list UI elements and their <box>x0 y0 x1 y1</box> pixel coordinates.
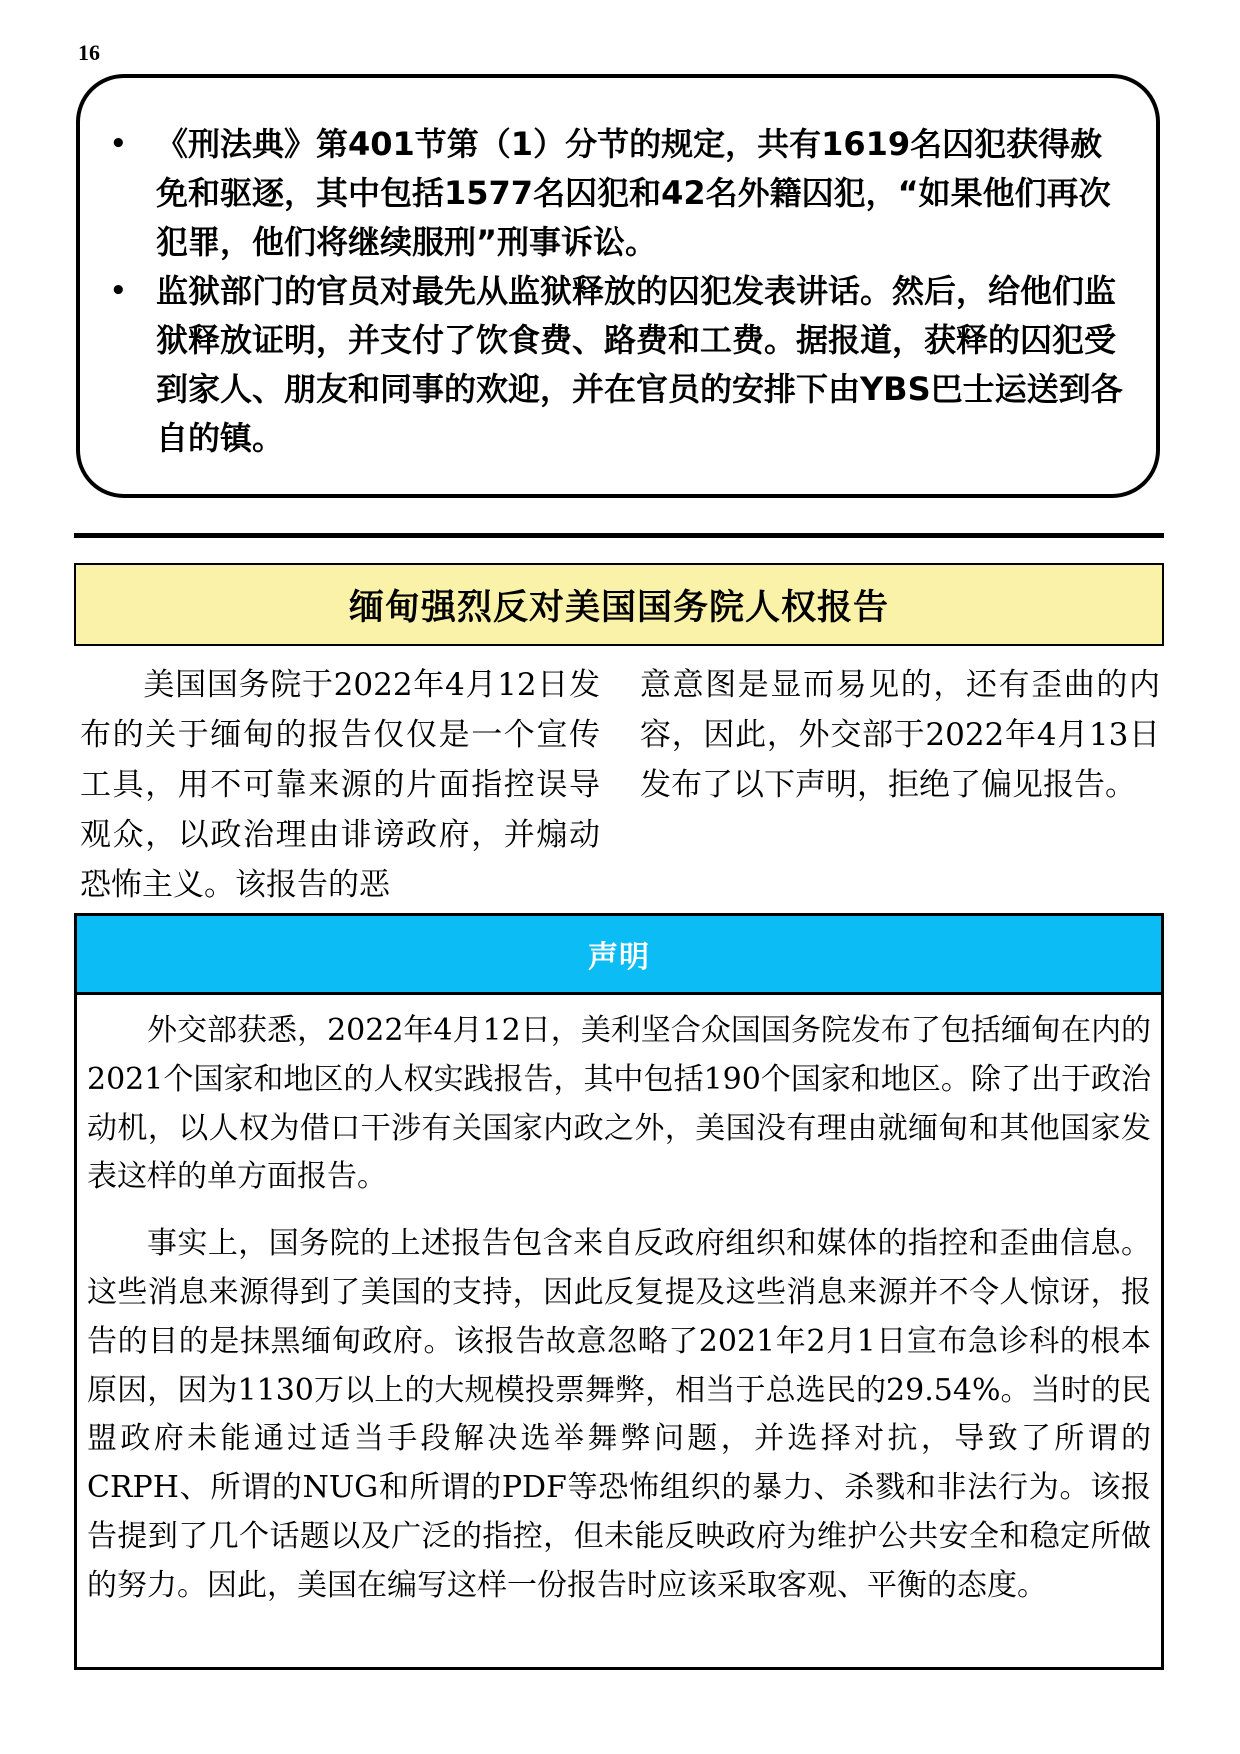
article-headline: 缅甸强烈反对美国国务院人权报告 <box>74 563 1164 646</box>
statement-paragraph: 外交部获悉，2022年4月12日，美利坚合众国国务院发布了包括缅甸在内的2021个国家和地区的人权实践报告，其中包括190个国家和地区。除了出于政治动机，以人权为借口干涉有关国家内政之外，美国没有理由就缅甸和其他国家发表这样的单方面报告。 <box>87 1013 1151 1195</box>
statement-body <box>77 995 1161 1611</box>
section-divider <box>74 533 1164 538</box>
bullet-icon: • <box>110 129 127 159</box>
statement-title: 声明 <box>77 916 1161 995</box>
release-summary-item <box>110 267 1134 463</box>
article-intro <box>80 660 1160 906</box>
release-summary-callout <box>76 74 1160 498</box>
release-summary-text: 《刑法典》第401节第（1）分节的规定，共有1619名囚犯获得赦免和驱逐，其中包括1577名囚犯和42名外籍囚犯，“如果他们再次犯罪，他们将继续服刑”刑事诉讼。 <box>156 125 1111 261</box>
statement-box <box>74 913 1164 1670</box>
release-summary-text: 监狱部门的官员对最先从监狱释放的囚犯发表讲话。然后，给他们监狱释放证明，并支付了饮食费、路费和工费。据报道，获释的囚犯受到家人、朋友和同事的欢迎，并在官员的安排下由YBS巴士运送到各自的镇。 <box>156 272 1123 457</box>
release-summary-list <box>110 120 1134 463</box>
release-summary-item <box>110 120 1134 267</box>
article-column-right: 意意图是显而易见的，还有歪曲的内容，因此，外交部于2022年4月13日发布了以下声明，拒绝了偏见报告。 <box>640 667 1160 803</box>
statement-paragraph: 事实上，国务院的上述报告包含来自反政府组织和媒体的指控和歪曲信息。这些消息来源得到了美国的支持，因此反复提及这些消息来源并不令人惊讶，报告的目的是抹黑缅甸政府。该报告故意忽略了2021年2月1日宣布急诊科的根本原因，因为1130万以上的大规模投票舞弊，相当于总选民的29.54%。当时的民盟政府未能通过适当手段解决选举舞弊问题，并选择对抗，导致了所谓的CRPH、所谓的NUG和所谓的PDF等恐怖组织的暴力、杀戮和非法行为。该报告提到了几个话题以及广泛的指控，但未能反映政府为维护公共安全和稳定所做的努力。因此，美国在编写这样一份报告时应该采取客观、平衡的态度。 <box>87 1226 1151 1603</box>
page-number: 16 <box>78 40 100 65</box>
article-column-left: 美国国务院于2022年4月12日发布的关于缅甸的报告仅仅是一个宣传工具，用不可靠来源的片面指控误导观众，以政治理由诽谤政府，并煽动恐怖主义。该报告的恶 <box>80 667 600 903</box>
bullet-icon: • <box>110 276 127 306</box>
